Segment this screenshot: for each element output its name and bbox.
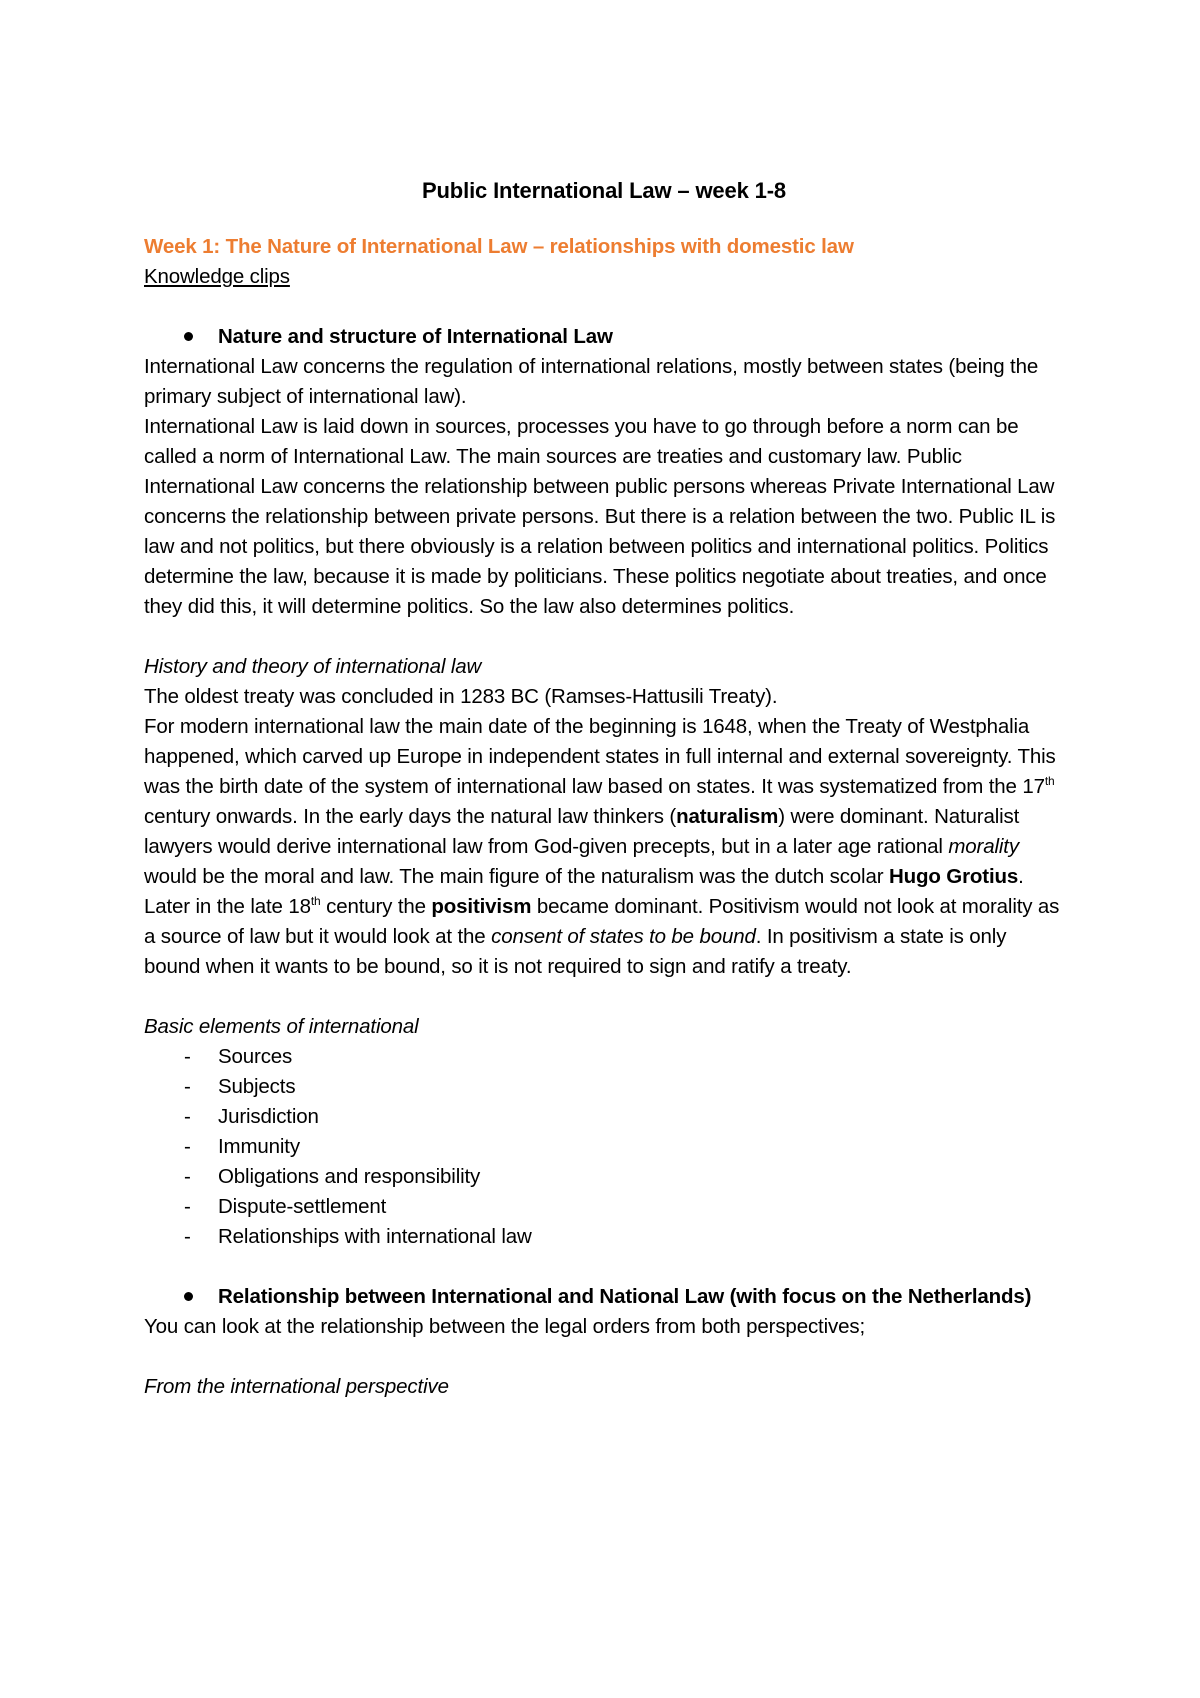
bold-term: positivism xyxy=(431,895,532,918)
text-run: For modern international law the main date of the beginning is 1648, when the Treaty of Westphalia happened, which carved up Europe in independent states in full internal and external sovereignty. This was the birth date of the system of international law based on states. It was systematized from the 17 xyxy=(144,715,1056,798)
text-run: Later in the late 18 xyxy=(144,895,311,918)
list-item: - Dispute-settlement xyxy=(184,1195,387,1218)
spacer xyxy=(144,622,1064,652)
italic-term: morality xyxy=(948,835,1019,858)
paragraph-history-1: The oldest treaty was concluded in 1283 BC (Ramses-Hattusili Treaty). xyxy=(144,685,778,708)
section-heading-text: Nature and structure of International Law xyxy=(218,325,613,348)
basic-elements-list xyxy=(144,1042,1064,1252)
list-item: - Relationships with international law xyxy=(184,1225,532,1248)
spacer xyxy=(144,1342,1064,1372)
text-run: became dominant. Positivism would not look at morality as a source of law but it would look at the xyxy=(144,895,1060,948)
section-heading-text: Relationship between International and National Law (with focus on the Netherlands) xyxy=(218,1285,1032,1308)
spacer xyxy=(144,1252,1064,1282)
text-run: century onwards. In the early days the natural law thinkers ( xyxy=(144,805,677,828)
list-item: - Jurisdiction xyxy=(184,1105,319,1128)
italic-term: consent of states to be bound xyxy=(491,925,756,948)
superscript: th xyxy=(310,894,321,909)
bullet-icon xyxy=(184,1292,193,1301)
text-run: . In positivism a state is only bound when it wants to be bound, so it is not required to sign and ratify a treaty. xyxy=(144,925,1007,978)
list-item: - Immunity xyxy=(184,1135,300,1158)
knowledge-clips-heading: Knowledge clips xyxy=(144,265,290,288)
list-item: - Subjects xyxy=(184,1075,296,1098)
paragraph-nature-2: International Law is laid down in sources, processes you have to go through before a norm can be called a norm of International Law. The main sources are treaties and customary law. Public International Law concerns the relationship between public persons whereas Private International Law concerns the relationship between private persons. But there is a relation between the two. Public IL is law and not politics, but there obviously is a relation between politics and international politics. Politics determine the law, because it is made by politicians. These politics negotiate about treaties, and once they did this, it will determine politics. So the law also determines politics. xyxy=(144,415,1056,618)
paragraph-history-3 xyxy=(144,892,1064,982)
text-run: century the xyxy=(320,895,432,918)
document-page xyxy=(144,176,1064,1402)
paragraph-nature-1: International Law concerns the regulation of international relations, mostly between states (being the primary subject of international law). xyxy=(144,355,1039,408)
list-item: - Sources xyxy=(184,1045,293,1068)
bullet-icon xyxy=(184,332,193,341)
text-run: ) were dominant. Naturalist lawyers would derive international law from God-given precepts, but in a later age rational xyxy=(144,805,1020,858)
paragraph-relationship-1: You can look at the relationship between the legal orders from both perspectives; xyxy=(144,1315,865,1338)
text-run: . xyxy=(1018,865,1024,888)
text-run: would be the moral and law. The main figure of the naturalism was the dutch scolar xyxy=(144,865,889,888)
section-heading-nature xyxy=(144,322,1064,352)
basic-elements-heading: Basic elements of international xyxy=(144,1015,419,1038)
list-item: - Obligations and responsibility xyxy=(184,1165,481,1188)
spacer xyxy=(144,292,1064,322)
section-heading-relationship xyxy=(144,1282,1064,1312)
spacer xyxy=(144,982,1064,1012)
week-1-heading: Week 1: The Nature of International Law – relationships with domestic law xyxy=(144,235,854,258)
superscript: th xyxy=(1044,774,1055,789)
document-title: Public International Law – week 1-8 xyxy=(422,178,786,203)
bold-term: naturalism xyxy=(676,805,779,828)
history-heading: History and theory of international law xyxy=(144,655,482,678)
bold-term: Hugo Grotius xyxy=(888,865,1019,888)
international-perspective-heading: From the international perspective xyxy=(144,1375,449,1398)
paragraph-history-2 xyxy=(144,712,1064,892)
